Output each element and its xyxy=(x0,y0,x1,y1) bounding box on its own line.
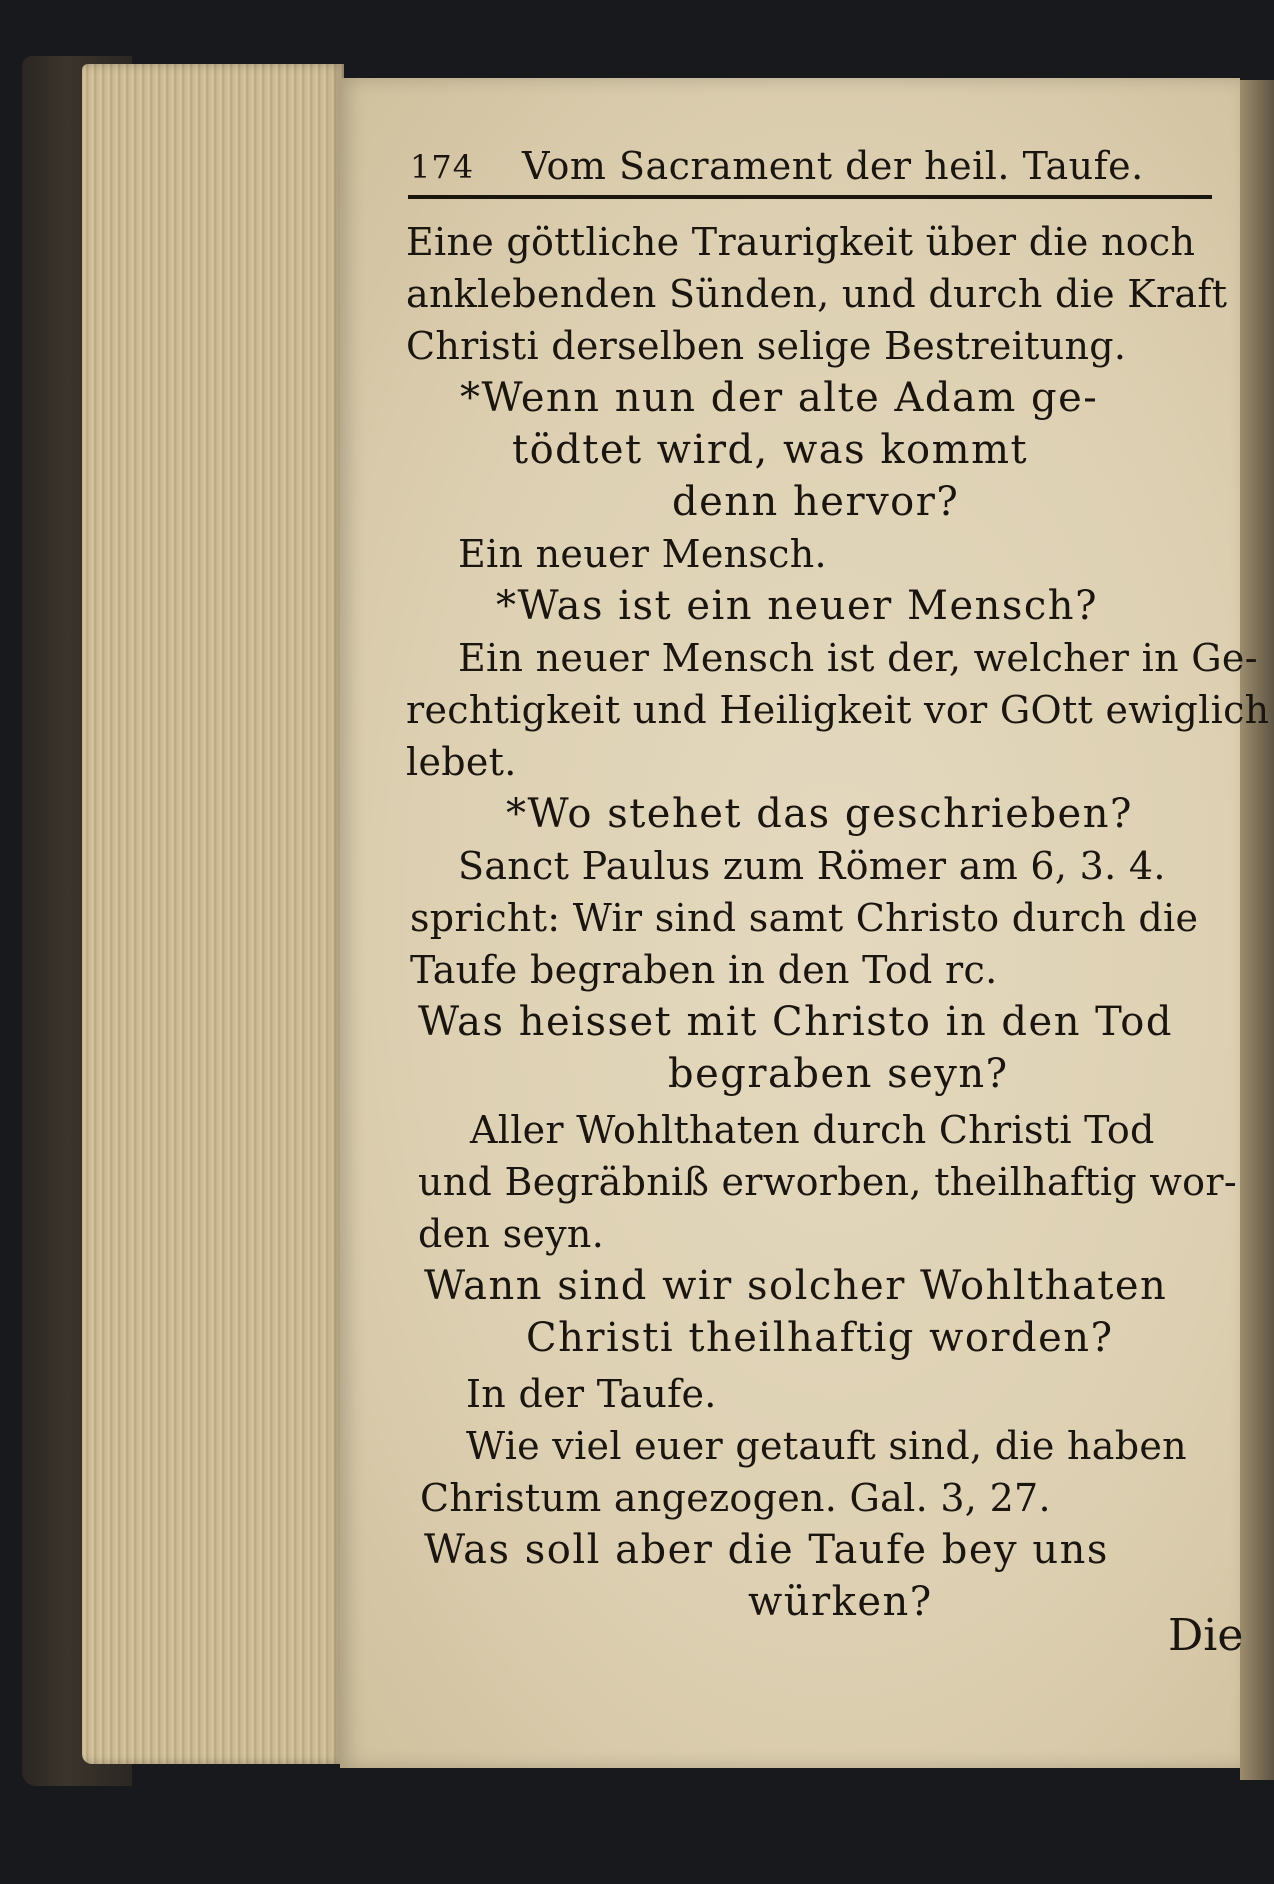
text-line: anklebenden Sünden, und durch die Kraft xyxy=(406,272,1228,316)
question-line: Wann sind wir solcher Wohlthaten xyxy=(424,1263,1168,1309)
answer-line: den seyn. xyxy=(418,1212,605,1256)
text-line: Eine göttliche Traurigkeit über die noch xyxy=(406,220,1196,264)
page-edges xyxy=(82,64,344,1764)
header-rule xyxy=(408,195,1212,199)
answer-line: Ein neuer Mensch. xyxy=(458,532,827,576)
catchword: Die xyxy=(1168,1610,1244,1661)
question-line: Was soll aber die Taufe bey uns xyxy=(424,1527,1109,1573)
answer-line: rechtigkeit und Heiligkeit vor GOtt ewiglich xyxy=(406,688,1270,732)
running-header xyxy=(410,144,1210,192)
answer-line: Aller Wohlthaten durch Christi Tod xyxy=(470,1108,1155,1152)
answer-line: Wie viel euer getauft sind, die haben xyxy=(466,1424,1187,1468)
question-line: denn hervor? xyxy=(672,479,960,525)
page-number: 174 xyxy=(410,148,475,186)
question-line: *Wo stehet das geschrieben? xyxy=(506,791,1133,837)
question-line: würken? xyxy=(748,1579,933,1625)
question-line: begraben seyn? xyxy=(668,1051,1009,1097)
answer-line: Sanct Paulus zum Römer am 6, 3. 4. xyxy=(458,844,1166,888)
answer-line: Ein neuer Mensch ist der, welcher in Ge- xyxy=(458,636,1258,680)
question-line: *Was ist ein neuer Mensch? xyxy=(496,583,1099,629)
answer-line: In der Taufe. xyxy=(466,1372,717,1416)
question-line: tödtet wird, was kommt xyxy=(512,427,1029,473)
running-title: Vom Sacrament der heil. Taufe. xyxy=(522,144,1144,188)
answer-line: und Begräbniß erworben, theilhaftig wor- xyxy=(418,1160,1237,1204)
text-line: Christi derselben selige Bestreitung. xyxy=(406,324,1127,368)
question-line: *Wenn nun der alte Adam ge- xyxy=(460,375,1099,421)
question-line: Christi theilhaftig worden? xyxy=(526,1315,1114,1361)
answer-line: lebet. xyxy=(406,740,517,784)
question-line: Was heisset mit Christo in den Tod xyxy=(418,999,1173,1045)
page-gutter-shadow xyxy=(1240,80,1274,1780)
answer-line: Christum angezogen. Gal. 3, 27. xyxy=(420,1476,1051,1520)
answer-line: spricht: Wir sind samt Christo durch die xyxy=(410,896,1199,940)
answer-line: Taufe begraben in den Tod rc. xyxy=(410,948,998,992)
